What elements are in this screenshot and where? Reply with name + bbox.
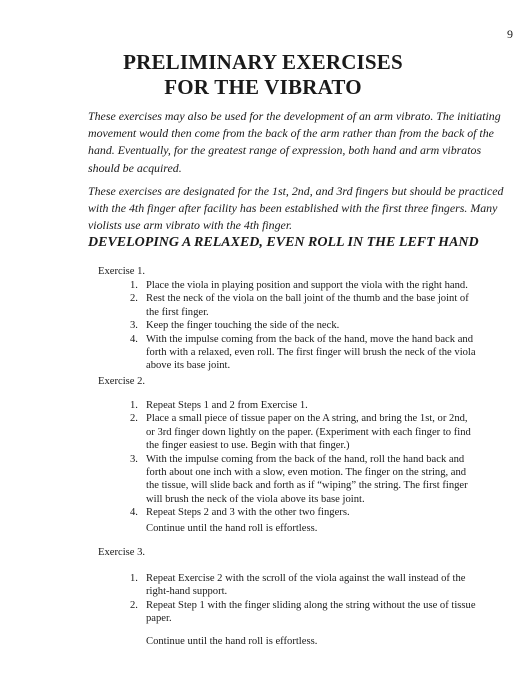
step-text: Place the viola in playing position and support the viola with the right hand. xyxy=(146,280,468,291)
step-number: 2. xyxy=(130,599,138,611)
step-text: With the impulse coming from the back of the hand, roll the hand back and forth about one inch with a slow, even motion. The finger on the string, and the tissue, will slide back and forth as if “wiping” the string. The first finger will brush the neck of the viola above its base joint. xyxy=(146,453,468,505)
step-text: Rest the neck of the viola on the ball joint of the thumb and the base joint of the first finger. xyxy=(146,293,469,318)
list-item xyxy=(130,599,476,626)
step-number: 1. xyxy=(130,280,138,291)
step-number: 1. xyxy=(130,573,138,584)
intro-paragraph-2: These exercises are designated for the 1st, 2nd, and 3rd fingers but should be practiced with the 4th finger after facility has been established with the first three fingers. Many violists use arm vibrato with the 4th finger. xyxy=(88,184,504,233)
list-item xyxy=(130,572,476,599)
exercise-2-note: Continue until the hand roll is effortless. xyxy=(146,523,318,534)
list-item xyxy=(130,279,476,292)
step-number: 2. xyxy=(130,293,138,305)
step-number: 4. xyxy=(130,333,138,345)
step-text: Place a small piece of tissue paper on the A string, and bring the 1st, or 2nd, or 3rd finger down lightly on the paper. (Experiment with each finger to find the finger easiest to use. Begin with that finger.) xyxy=(146,413,471,452)
exercise-2-label: Exercise 2. xyxy=(98,376,146,387)
title-line-1: PRELIMINARY EXERCISES xyxy=(123,50,403,74)
page-number: 9 xyxy=(507,27,513,41)
exercise-3-steps xyxy=(130,572,476,626)
step-number: 4. xyxy=(130,507,138,519)
exercise-2-steps xyxy=(130,399,476,520)
exercise-3-note: Continue until the hand roll is effortless. xyxy=(146,636,318,647)
page-title xyxy=(0,50,526,100)
list-item xyxy=(130,333,476,373)
step-text: Repeat Steps 2 and 3 with the other two fingers. xyxy=(146,507,350,519)
step-text: Repeat Step 1 with the finger sliding along the string without the use of tissue paper. xyxy=(146,599,476,625)
intro-paragraph-1: These exercises may also be used for the development of an arm vibrato. The initiating movement would then come from the back of the arm rather than from the back of the hand. Eventually, for the greatest range of expression, both hand and arm vibratos should be acquired. xyxy=(88,109,501,175)
step-text: Repeat Exercise 2 with the scroll of the viola against the wall instead of the right-hand support. xyxy=(146,573,466,598)
section-heading: DEVELOPING A RELAXED, EVEN ROLL IN THE LEFT HAND xyxy=(88,235,479,250)
list-item xyxy=(130,412,476,452)
step-text: Keep the finger touching the side of the neck. xyxy=(146,320,340,332)
list-item xyxy=(130,506,476,519)
step-number: 1. xyxy=(130,400,138,411)
list-item xyxy=(130,453,476,507)
step-number: 2. xyxy=(130,413,138,425)
list-item xyxy=(130,399,476,412)
exercise-1-steps xyxy=(130,279,476,373)
list-item xyxy=(130,292,476,319)
step-text: With the impulse coming from the back of the hand, move the hand back and forth with a relaxed, even roll. The first finger will brush the neck of the viola above its base joint. xyxy=(146,333,476,372)
step-text: Repeat Steps 1 and 2 from Exercise 1. xyxy=(146,400,308,411)
exercise-3-label: Exercise 3. xyxy=(98,547,146,558)
list-item xyxy=(130,319,476,332)
title-line-2: FOR THE VIBRATO xyxy=(164,75,362,99)
exercise-1-label: Exercise 1. xyxy=(98,266,146,277)
step-number: 3. xyxy=(130,453,138,465)
step-number: 3. xyxy=(130,320,138,332)
